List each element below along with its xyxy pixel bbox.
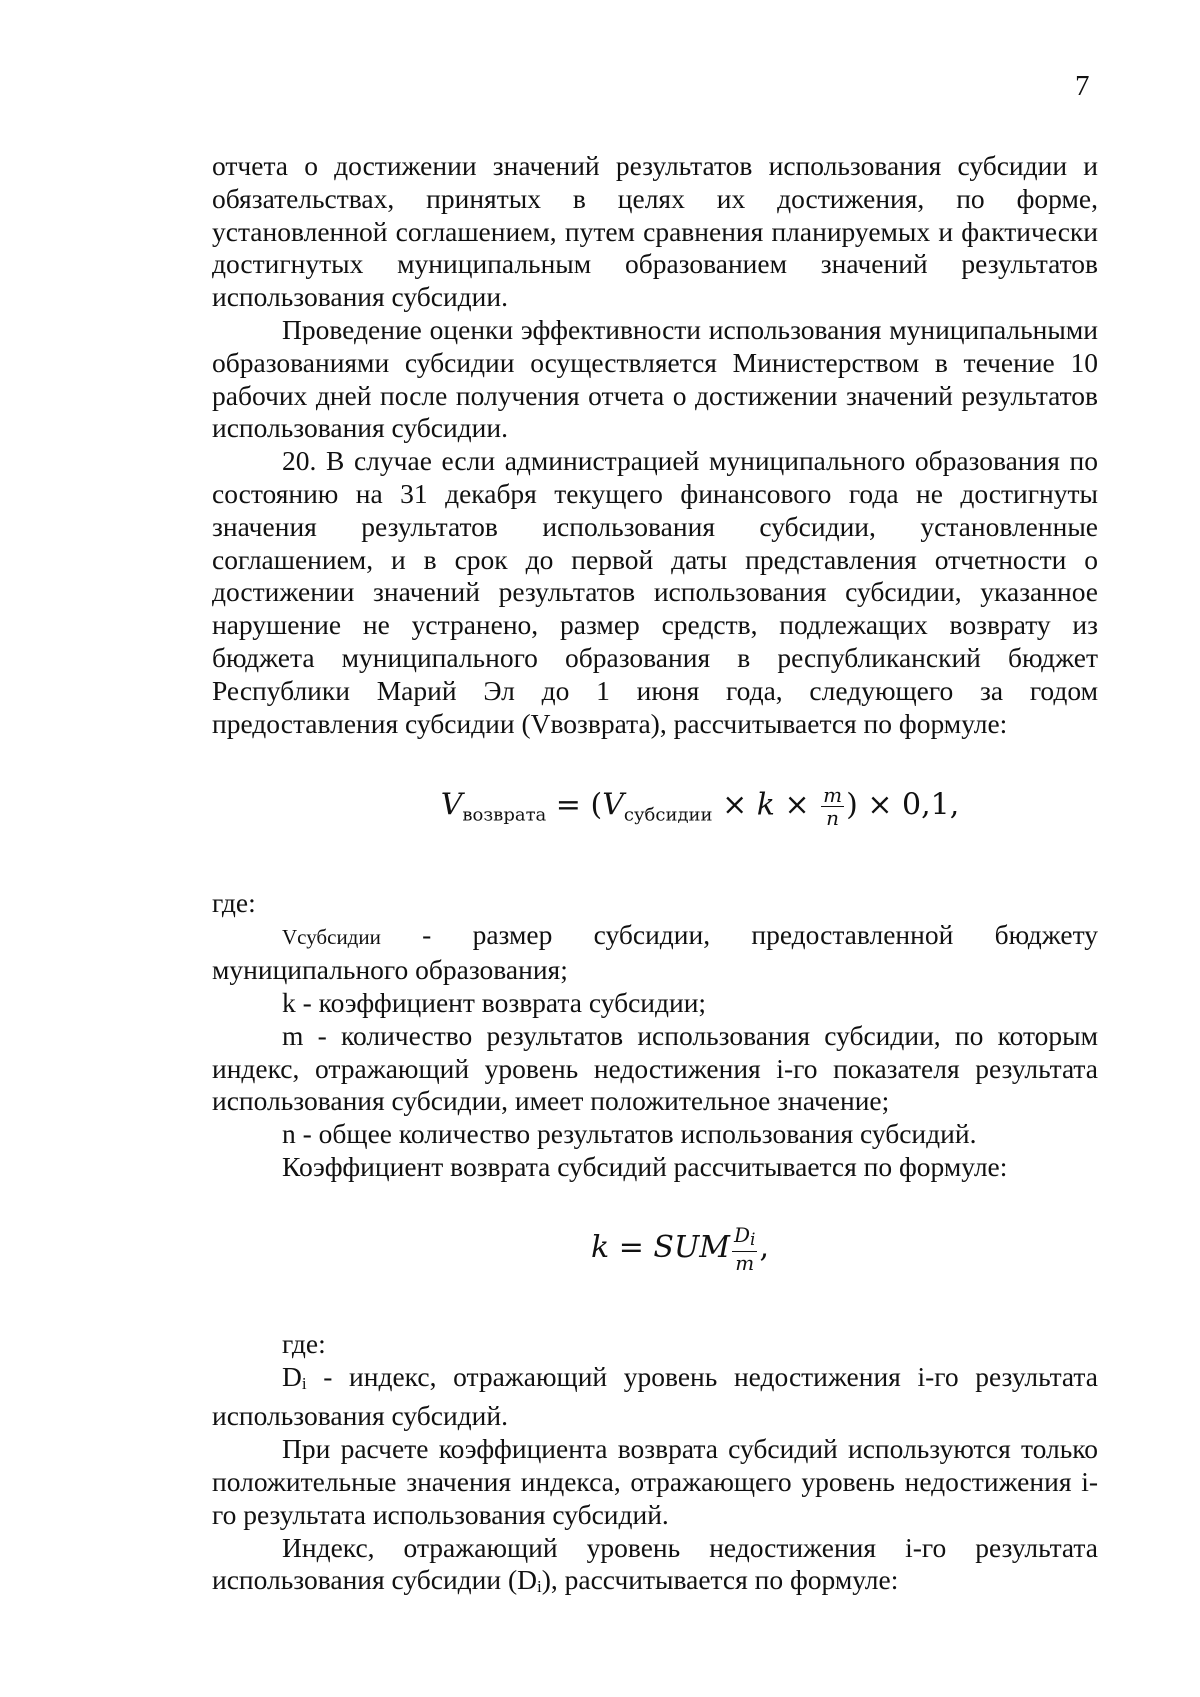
fraction2-numerator-subscript: i	[750, 1229, 756, 1250]
fraction2-denominator: m	[735, 1250, 755, 1275]
fraction2-numerator	[732, 1224, 757, 1252]
definition-d-subscript: i	[301, 1373, 307, 1393]
paragraph-report: отчета о достижении значений результатов использования субсидии и обязательствах, принятых в целях их достижения, по форме, установленной соглашением, путем сравнения планируемых и фактически достигнутых муниципальным образованием значений результатов использования субсидии.	[212, 150, 1098, 313]
definition-n: n - общее количество результатов использования субсидий.	[282, 1118, 977, 1150]
fraction2-numerator-symbol: D	[733, 1222, 750, 1247]
paragraph-coefficient: Коэффициент возврата субсидий рассчитывается по формуле:	[282, 1151, 1008, 1183]
definition-d-text: - индекс, отражающий уровень недостижения i-го результата использования субсидий.	[212, 1360, 1098, 1432]
document-body	[212, 150, 1098, 1604]
formula-lhs-subscript: возврата	[462, 804, 547, 826]
paragraph-index-start: Индекс, отражающий уровень недостижения i-го результата использования субсидии (D	[212, 1531, 1098, 1596]
formula-lhs: V	[440, 787, 463, 823]
paragraph-index	[212, 1532, 1098, 1605]
fraction-denominator: n	[826, 806, 840, 831]
definition-v-symbol: Vсубсидии	[282, 925, 381, 950]
formula-fraction	[821, 784, 844, 829]
definition-d-symbol: D	[282, 1360, 302, 1392]
definition-v-subsidy	[212, 919, 1098, 987]
definition-d	[212, 1361, 1098, 1434]
formula-coefficient	[212, 1224, 1098, 1274]
formula-v: V	[602, 787, 624, 823]
formula-mid: × k ×	[712, 787, 820, 823]
formula-v-subscript: субсидии	[623, 804, 713, 826]
formula2-tail: ,	[759, 1229, 769, 1265]
where-label-2: где:	[282, 1327, 326, 1359]
paragraph-clause-20: 20. В случае если администрацией муниципального образования по состоянию на 31 декабря текущего финансового года не достигнуты значения результатов использования субсидии, установленные соглашением, и в срок до первой даты представления отчетности о достижении значений результатов использования субсидии, указанное нарушение не устранено, размер средств, подлежащих возврату из бюджета муниципального образования в республиканский бюджет Республики Марий Эл до 1 июня года, следующего за годом предоставления субсидии (Vвозврата), рассчитывается по формуле:	[212, 445, 1098, 739]
formula2-fraction	[732, 1224, 757, 1274]
paragraph-calculation: При расчете коэффициента возврата субсидий используются только положительные значения индекса, отражающего уровень недостижения i-го результата использования субсидий.	[212, 1433, 1098, 1530]
page-number: 7	[1075, 70, 1090, 102]
paragraph-index-subscript: i	[537, 1577, 542, 1597]
paragraph-assessment: Проведение оценки эффективности использования муниципальными образованиями субсидии осуществляется Министерством в течение 10 рабочих дней после получения отчета о достижении значений результатов использования субсидии.	[212, 313, 1098, 444]
formula2-lhs: k = SUM	[591, 1229, 730, 1265]
definition-m: m - количество результатов использования субсидии, по которым индекс, отражающий уровень недостижения i-го показателя результата использования субсидии, имеет положительное значение;	[212, 1019, 1098, 1117]
definition-k: k - коэффициент возврата субсидии;	[282, 987, 707, 1019]
definition-v-text: - размер субсидии, предоставленной бюджету муниципального образования;	[212, 919, 1098, 986]
fraction-numerator: m	[823, 783, 843, 808]
where-label-1: где:	[212, 886, 256, 918]
formula-equals: = (	[546, 787, 603, 823]
formula-return-amount	[212, 784, 1098, 832]
formula-tail: ) × 0,1,	[846, 787, 960, 823]
paragraph-index-end: ), рассчитывается по формуле:	[541, 1564, 899, 1596]
